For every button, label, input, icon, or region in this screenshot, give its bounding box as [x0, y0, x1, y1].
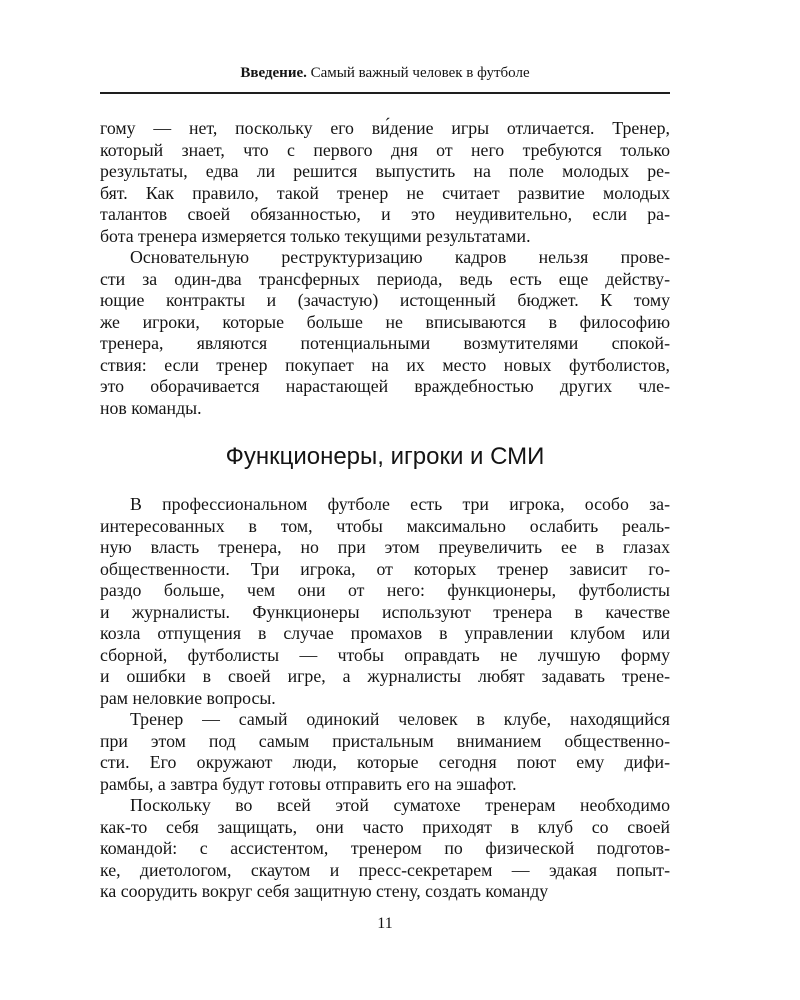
running-head: [100, 62, 670, 84]
text-line: и журналисты. Функционеры используют тренера в качестве: [100, 601, 670, 622]
text-line: ющие контракты и (зачастую) истощенный бюджет. К тому: [100, 290, 670, 310]
text-line: ную власть тренера, но при этом преувеличить ее в глазах: [100, 537, 670, 557]
running-head-rule: [100, 92, 670, 94]
text-line: при этом под самым пристальным вниманием общественно-: [100, 730, 670, 751]
text-line: рамбы, а завтра будут готовы отправить его на эшафот.: [100, 773, 517, 794]
text-line: рам неловкие вопросы.: [100, 687, 276, 708]
text-line: интересованных в том, чтобы максимально ослабить реаль-: [100, 515, 670, 536]
text-line: раздо больше, чем они от него: функционеры, футболисты: [100, 580, 670, 600]
text-line: который знает, что с первого дня от него требуются только: [100, 139, 670, 160]
paragraph: [100, 494, 670, 709]
text-line: В профессиональном футболе есть три игрока, особо за-: [130, 494, 670, 514]
text-line: сти за один-два трансферных периода, ведь есть еще действу-: [100, 268, 670, 289]
text-line: ка соорудить вокруг себя защитную стену, создать команду: [100, 881, 549, 901]
running-head-title: Самый важный человек в футболе: [310, 65, 530, 81]
text-line: талантов своей обязанностью, и это неудивительно, если ра-: [100, 204, 670, 224]
text-line: Тренер — самый одинокий человек в клубе, находящийся: [130, 709, 670, 729]
text-line: же игроки, которые больше не вписываются в философию: [100, 311, 670, 332]
text-line: ствия: если тренер покупает на их место новых футболистов,: [100, 354, 670, 375]
text-line: сти. Его окружают люди, которые сегодня поют ему дифи-: [100, 752, 670, 772]
body-text-bottom: [100, 494, 670, 903]
running-head-section: Введение.: [240, 65, 307, 81]
page-number: 11: [377, 915, 393, 932]
text-line: нов команды.: [100, 397, 202, 418]
text-line: командой: с ассистентом, тренером по физической подготов-: [100, 838, 670, 858]
text-line: гому — нет, поскольку его ви́дение игры отличается. Тренер,: [100, 118, 670, 138]
text-line: и ошибки в своей игре, а журналисты любят задавать трене-: [100, 666, 670, 686]
body-text-top: [100, 118, 670, 419]
text-line: как-то себя защищать, они часто приходят в клуб со своей: [100, 816, 670, 837]
text-line: ке, диетологом, скаутом и пресс-секретарем — эдакая попыт-: [100, 859, 670, 880]
text-line: это оборачивается нарастающей враждебностью других чле-: [100, 376, 670, 396]
text-line: козла отпущения в случае промахов в управлении клубом или: [100, 623, 670, 643]
text-line: Основательную реструктуризацию кадров нельзя прове-: [130, 247, 670, 267]
paragraph: [100, 795, 670, 903]
text-line: бота тренера измеряется только текущими результатами.: [100, 225, 531, 246]
paragraph: [100, 118, 670, 247]
text-line: общественности. Три игрока, от которых тренер зависит го-: [100, 558, 670, 579]
paragraph: [100, 709, 670, 795]
text-line: бят. Как правило, такой тренер не считает развитие молодых: [100, 182, 670, 203]
text-line: результаты, едва ли решится выпустить на поле молодых ре-: [100, 161, 670, 181]
text-line: сборной, футболисты — чтобы оправдать не лучшую форму: [100, 644, 670, 665]
paragraph: [100, 247, 670, 419]
text-line: Поскольку во всей этой суматохе тренерам необходимо: [130, 795, 670, 815]
text-line: тренера, являются потенциальными возмутителями спокой-: [100, 333, 670, 353]
section-heading: Функционеры, игроки и СМИ: [225, 443, 545, 470]
